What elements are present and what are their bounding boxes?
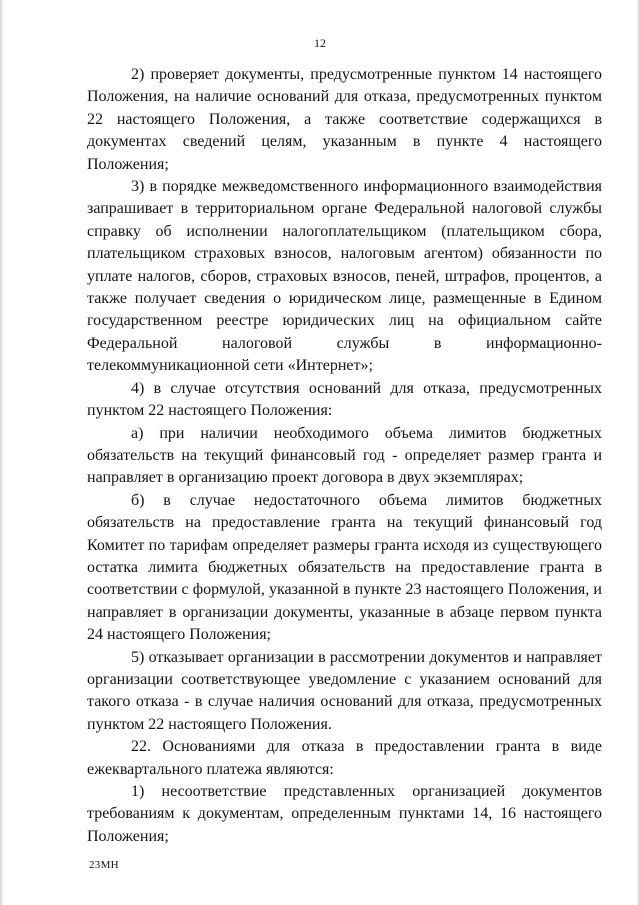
- page-number: 12: [314, 36, 326, 50]
- paragraph-item-2-check-documents: 2) проверяет документы, предусмотренные пунктом 14 настоящего Положения, на наличие оснований для отказа, предусмотренных пунктом 22 настоящего Положения, а также соответствие содержащихся в документах сведений целям, указанным в пункте 4 настоящего Положения;: [87, 66, 602, 173]
- paragraph-section-22-heading: 22. Основаниями для отказа в предоставлении гранта в виде ежеквартального платежа являются:: [87, 738, 602, 778]
- paragraph-subitem-b-insufficient-limits: б) в случае недостаточного объема лимитов бюджетных обязательств на предоставление гранта на текущий финансовый год Комитет по тарифам определяет размеры гранта исходя из существующего остатка лимита бюджетных обязательств на предоставление гранта в соответствии с формулой, указанной в пункте 23 настоящего Положения, и направляет в организации документы, указанные в абзаце первом пункта 24 настоящего Положения;: [87, 491, 602, 644]
- paragraph-subitem-a-sufficient-limits: а) при наличии необходимого объема лимитов бюджетных обязательств на текущий финансовый год - определяет размер гранта и направляет в организацию проект договора в двух экземплярах;: [87, 424, 602, 487]
- document-code: 23МН: [89, 859, 119, 871]
- paragraph-item-5-refusal: 5) отказывает организации в рассмотрении документов и направляет организации соответствующее уведомление с указанием оснований для такого отказа - в случае наличия оснований для отказа, предусмотренных пунктом 22 настоящего Положения.: [87, 648, 602, 733]
- paragraph-item-4-no-grounds: 4) в случае отсутствия оснований для отказа, предусмотренных пунктом 22 настоящего Положения:: [87, 379, 602, 420]
- paragraph-section-22-item-1: 1) несоответствие представленных организацией документов требованиям к документам, определенным пунктами 14, 16 настоящего Положения;: [87, 783, 602, 845]
- document-body: [87, 64, 602, 848]
- scan-left-edge: [0, 0, 3, 905]
- paragraph-item-3-interagency-request: 3) в порядке межведомственного информационного взаимодействия запрашивает в территориальном органе Федеральной налоговой службы справку об исполнении налогоплательщиком (плательщиком сбора, плательщиком страховых взносов, налоговым агентом) обязанности по уплате налогов, сборов, страховых взносов, пеней, штрафов, процентов, а также получает сведения о юридическом лице, размещенные в Едином государственном реестре юридических лиц на официальном сайте Федеральной налоговой службы в информационно-телекоммуникационной сети «Интернет»;: [87, 178, 602, 375]
